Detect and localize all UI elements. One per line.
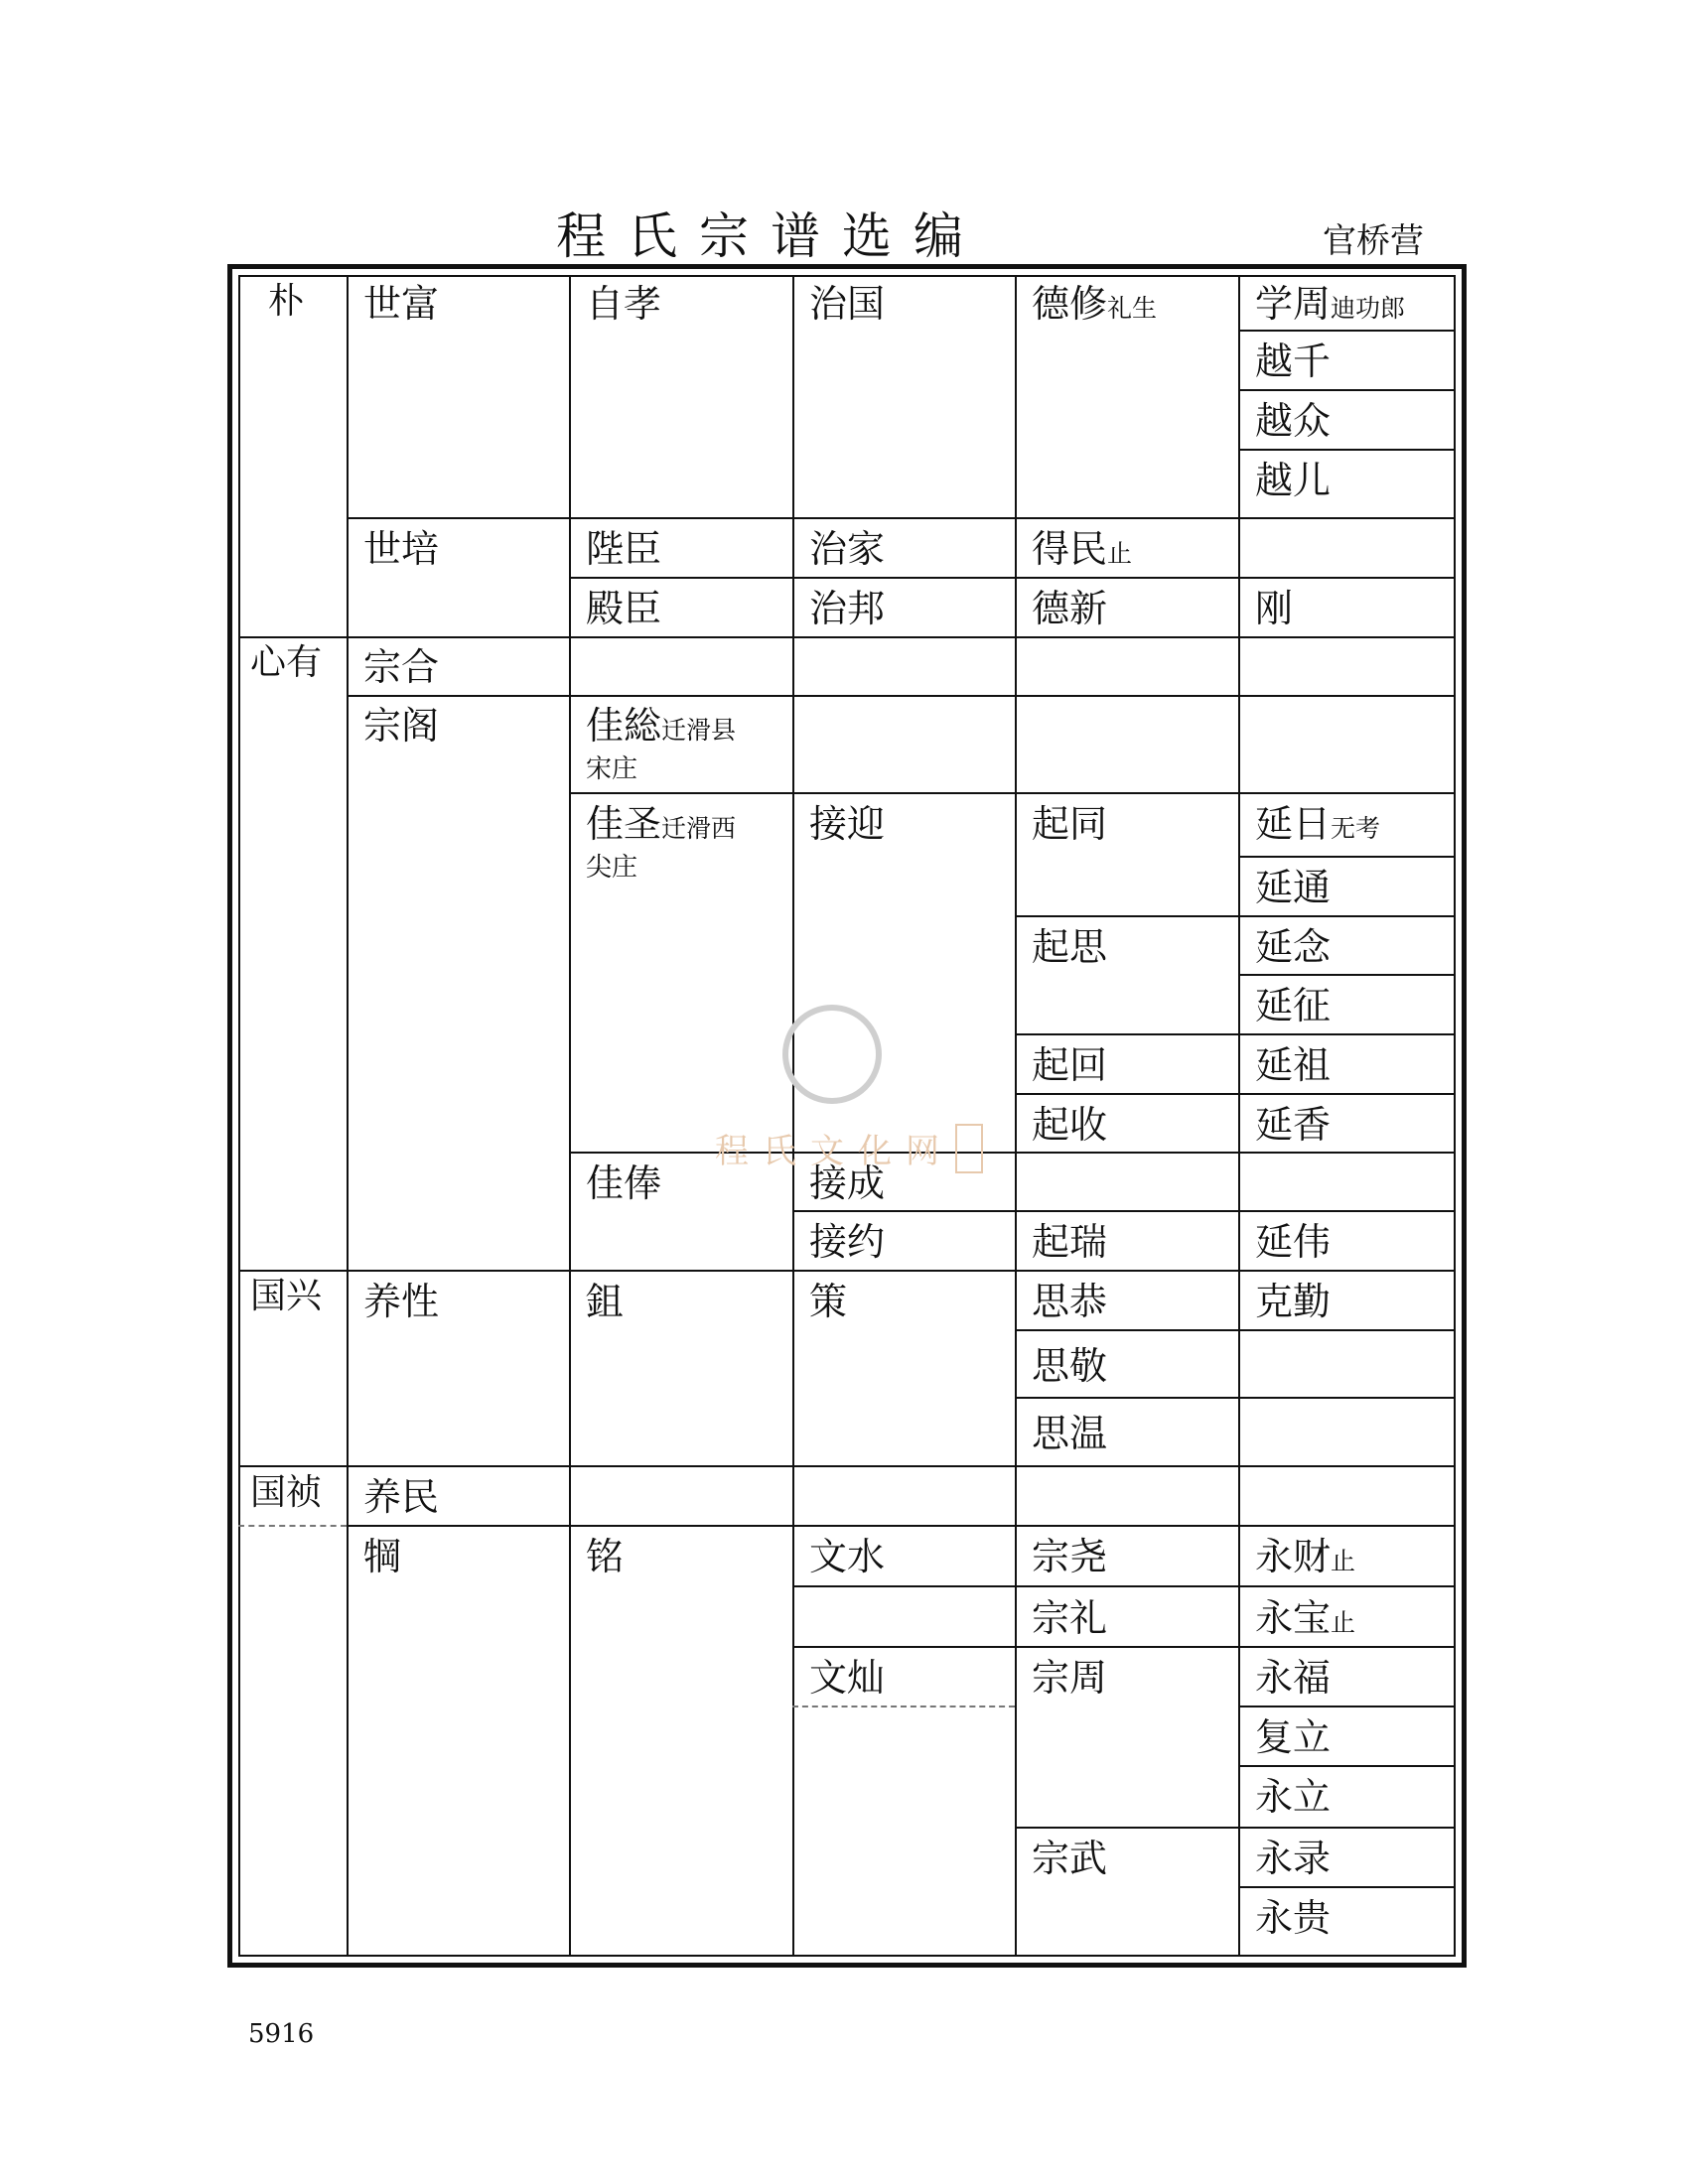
- row-divider: [1240, 1706, 1456, 1707]
- name-cell: 策: [809, 1280, 848, 1323]
- name-cell: 永财止: [1255, 1535, 1356, 1578]
- name-note: 止: [1331, 1547, 1356, 1575]
- row-divider: [1240, 1765, 1456, 1767]
- row-divider: [1015, 1585, 1456, 1587]
- name-cell: 思恭: [1032, 1280, 1108, 1323]
- row-divider: [1240, 449, 1456, 451]
- name-cell: 永立: [1255, 1775, 1332, 1819]
- location-label: 官桥营: [1323, 221, 1424, 261]
- name-cell: 治邦: [809, 587, 886, 630]
- name-cell: 佳俸: [586, 1161, 662, 1205]
- name-cell: 思敬: [1032, 1344, 1108, 1388]
- row-divider: [1240, 856, 1456, 858]
- name-cell: 世富: [363, 282, 440, 326]
- name-cell: 养民: [363, 1475, 440, 1519]
- column-divider: [569, 275, 571, 1957]
- row-divider: [238, 1270, 1456, 1272]
- dashed-divider: [792, 1706, 1015, 1707]
- name-cell: 起同: [1032, 802, 1108, 846]
- row-divider: [238, 636, 1456, 638]
- watermark-text: 程氏文化网: [715, 1132, 953, 1171]
- name-cell: 永福: [1255, 1656, 1332, 1700]
- row-divider: [792, 1585, 1015, 1587]
- row-divider: [347, 517, 1456, 519]
- row-divider: [1015, 1093, 1456, 1095]
- name-cell: 越儿: [1255, 459, 1332, 502]
- name-cell: 宗周: [1032, 1656, 1108, 1700]
- name-cell: 得民止: [1032, 527, 1133, 571]
- row-divider: [1015, 1397, 1456, 1399]
- name-cell: 自孝: [586, 282, 662, 326]
- name-cell: 延祖: [1255, 1043, 1332, 1087]
- name-cell: 越千: [1255, 340, 1332, 383]
- page-title: 程氏宗谱选编: [556, 207, 985, 265]
- name-cell: 延通: [1255, 866, 1332, 909]
- name-cell: 永贵: [1255, 1896, 1332, 1940]
- generation-label: 朴: [268, 281, 305, 322]
- name-note: 尖庄: [586, 853, 638, 883]
- name-cell: 殿臣: [586, 587, 662, 630]
- row-divider: [347, 695, 1456, 697]
- generation-label: 国祯: [250, 1472, 323, 1513]
- name-cell: 复立: [1255, 1715, 1332, 1759]
- row-divider: [1015, 1033, 1456, 1035]
- name-cell: 世培: [363, 527, 440, 571]
- row-divider: [569, 792, 1456, 794]
- name-cell: 延伟: [1255, 1220, 1332, 1264]
- row-divider: [1015, 915, 1456, 917]
- name-cell: 永宝止: [1255, 1596, 1356, 1640]
- name-cell: 佳圣迁滑西: [586, 802, 737, 846]
- name-cell: 宗武: [1032, 1837, 1108, 1880]
- column-divider: [1238, 275, 1240, 1957]
- row-divider: [347, 1525, 1456, 1527]
- row-divider: [1240, 1886, 1456, 1888]
- name-cell: 起思: [1032, 925, 1108, 969]
- name-cell: 德修礼生: [1032, 282, 1158, 326]
- name-cell: 宗阁: [363, 704, 440, 748]
- name-cell: 接迎: [809, 802, 886, 846]
- name-cell: 接成: [809, 1161, 886, 1205]
- name-cell: 陛臣: [586, 527, 662, 571]
- name-cell: 克勤: [1255, 1280, 1332, 1323]
- name-cell: 学周迪功郎: [1255, 282, 1406, 326]
- name-note: 止: [1107, 539, 1133, 568]
- row-divider: [569, 577, 1456, 579]
- page-number: 5916: [248, 2019, 315, 2049]
- name-cell: 刚: [1255, 587, 1294, 630]
- name-cell: 养性: [363, 1280, 440, 1323]
- row-divider: [1240, 389, 1456, 391]
- name-cell: 宗合: [363, 645, 440, 689]
- name-cell: 治国: [809, 282, 886, 326]
- name-cell: 越众: [1255, 399, 1332, 443]
- name-cell: 德新: [1032, 587, 1108, 630]
- name-cell: 接约: [809, 1220, 886, 1264]
- name-cell: 延香: [1255, 1103, 1332, 1147]
- name-cell: 思温: [1032, 1412, 1108, 1455]
- name-cell: 佳総迁滑县: [586, 704, 737, 748]
- row-divider: [1015, 1646, 1456, 1648]
- watermark-stamp-icon: [955, 1124, 983, 1173]
- name-note: 迁滑县: [661, 716, 737, 745]
- name-cell: 文灿: [809, 1656, 886, 1700]
- column-divider: [1015, 275, 1017, 1957]
- name-cell: 宗尧: [1032, 1535, 1108, 1578]
- name-note: 迪功郎: [1331, 294, 1406, 323]
- generation-label: 国兴: [250, 1276, 323, 1316]
- name-note: 宋庄: [586, 754, 638, 784]
- column-divider: [347, 275, 349, 1957]
- column-divider: [792, 275, 794, 1957]
- row-divider: [569, 1152, 1456, 1154]
- name-cell: 治家: [809, 527, 886, 571]
- name-note: 无考: [1331, 814, 1381, 843]
- row-divider: [1015, 1329, 1456, 1331]
- name-cell: 延念: [1255, 925, 1332, 969]
- row-divider: [1015, 1827, 1456, 1829]
- name-note: 止: [1331, 1608, 1356, 1637]
- name-cell: 延征: [1255, 984, 1332, 1027]
- dashed-divider: [238, 1525, 347, 1527]
- name-note: 礼生: [1107, 294, 1158, 323]
- name-cell: 犅: [363, 1535, 402, 1578]
- name-cell: 延日无考: [1255, 802, 1381, 846]
- name-cell: 起收: [1032, 1103, 1108, 1147]
- name-cell: 起回: [1032, 1043, 1108, 1087]
- row-divider: [238, 1465, 1456, 1467]
- name-cell: 永录: [1255, 1837, 1332, 1880]
- row-divider: [1240, 974, 1456, 976]
- watermark-seal-icon: [782, 1005, 882, 1104]
- name-cell: 文水: [809, 1535, 886, 1578]
- name-cell: 鉏: [586, 1280, 625, 1323]
- generation-label: 心有: [250, 642, 323, 683]
- name-cell: 宗礼: [1032, 1596, 1108, 1640]
- row-divider: [792, 1210, 1456, 1212]
- name-note: 迁滑西: [661, 814, 737, 843]
- row-divider: [792, 1646, 1015, 1648]
- name-cell: 起瑞: [1032, 1220, 1108, 1264]
- name-cell: 铭: [586, 1535, 625, 1578]
